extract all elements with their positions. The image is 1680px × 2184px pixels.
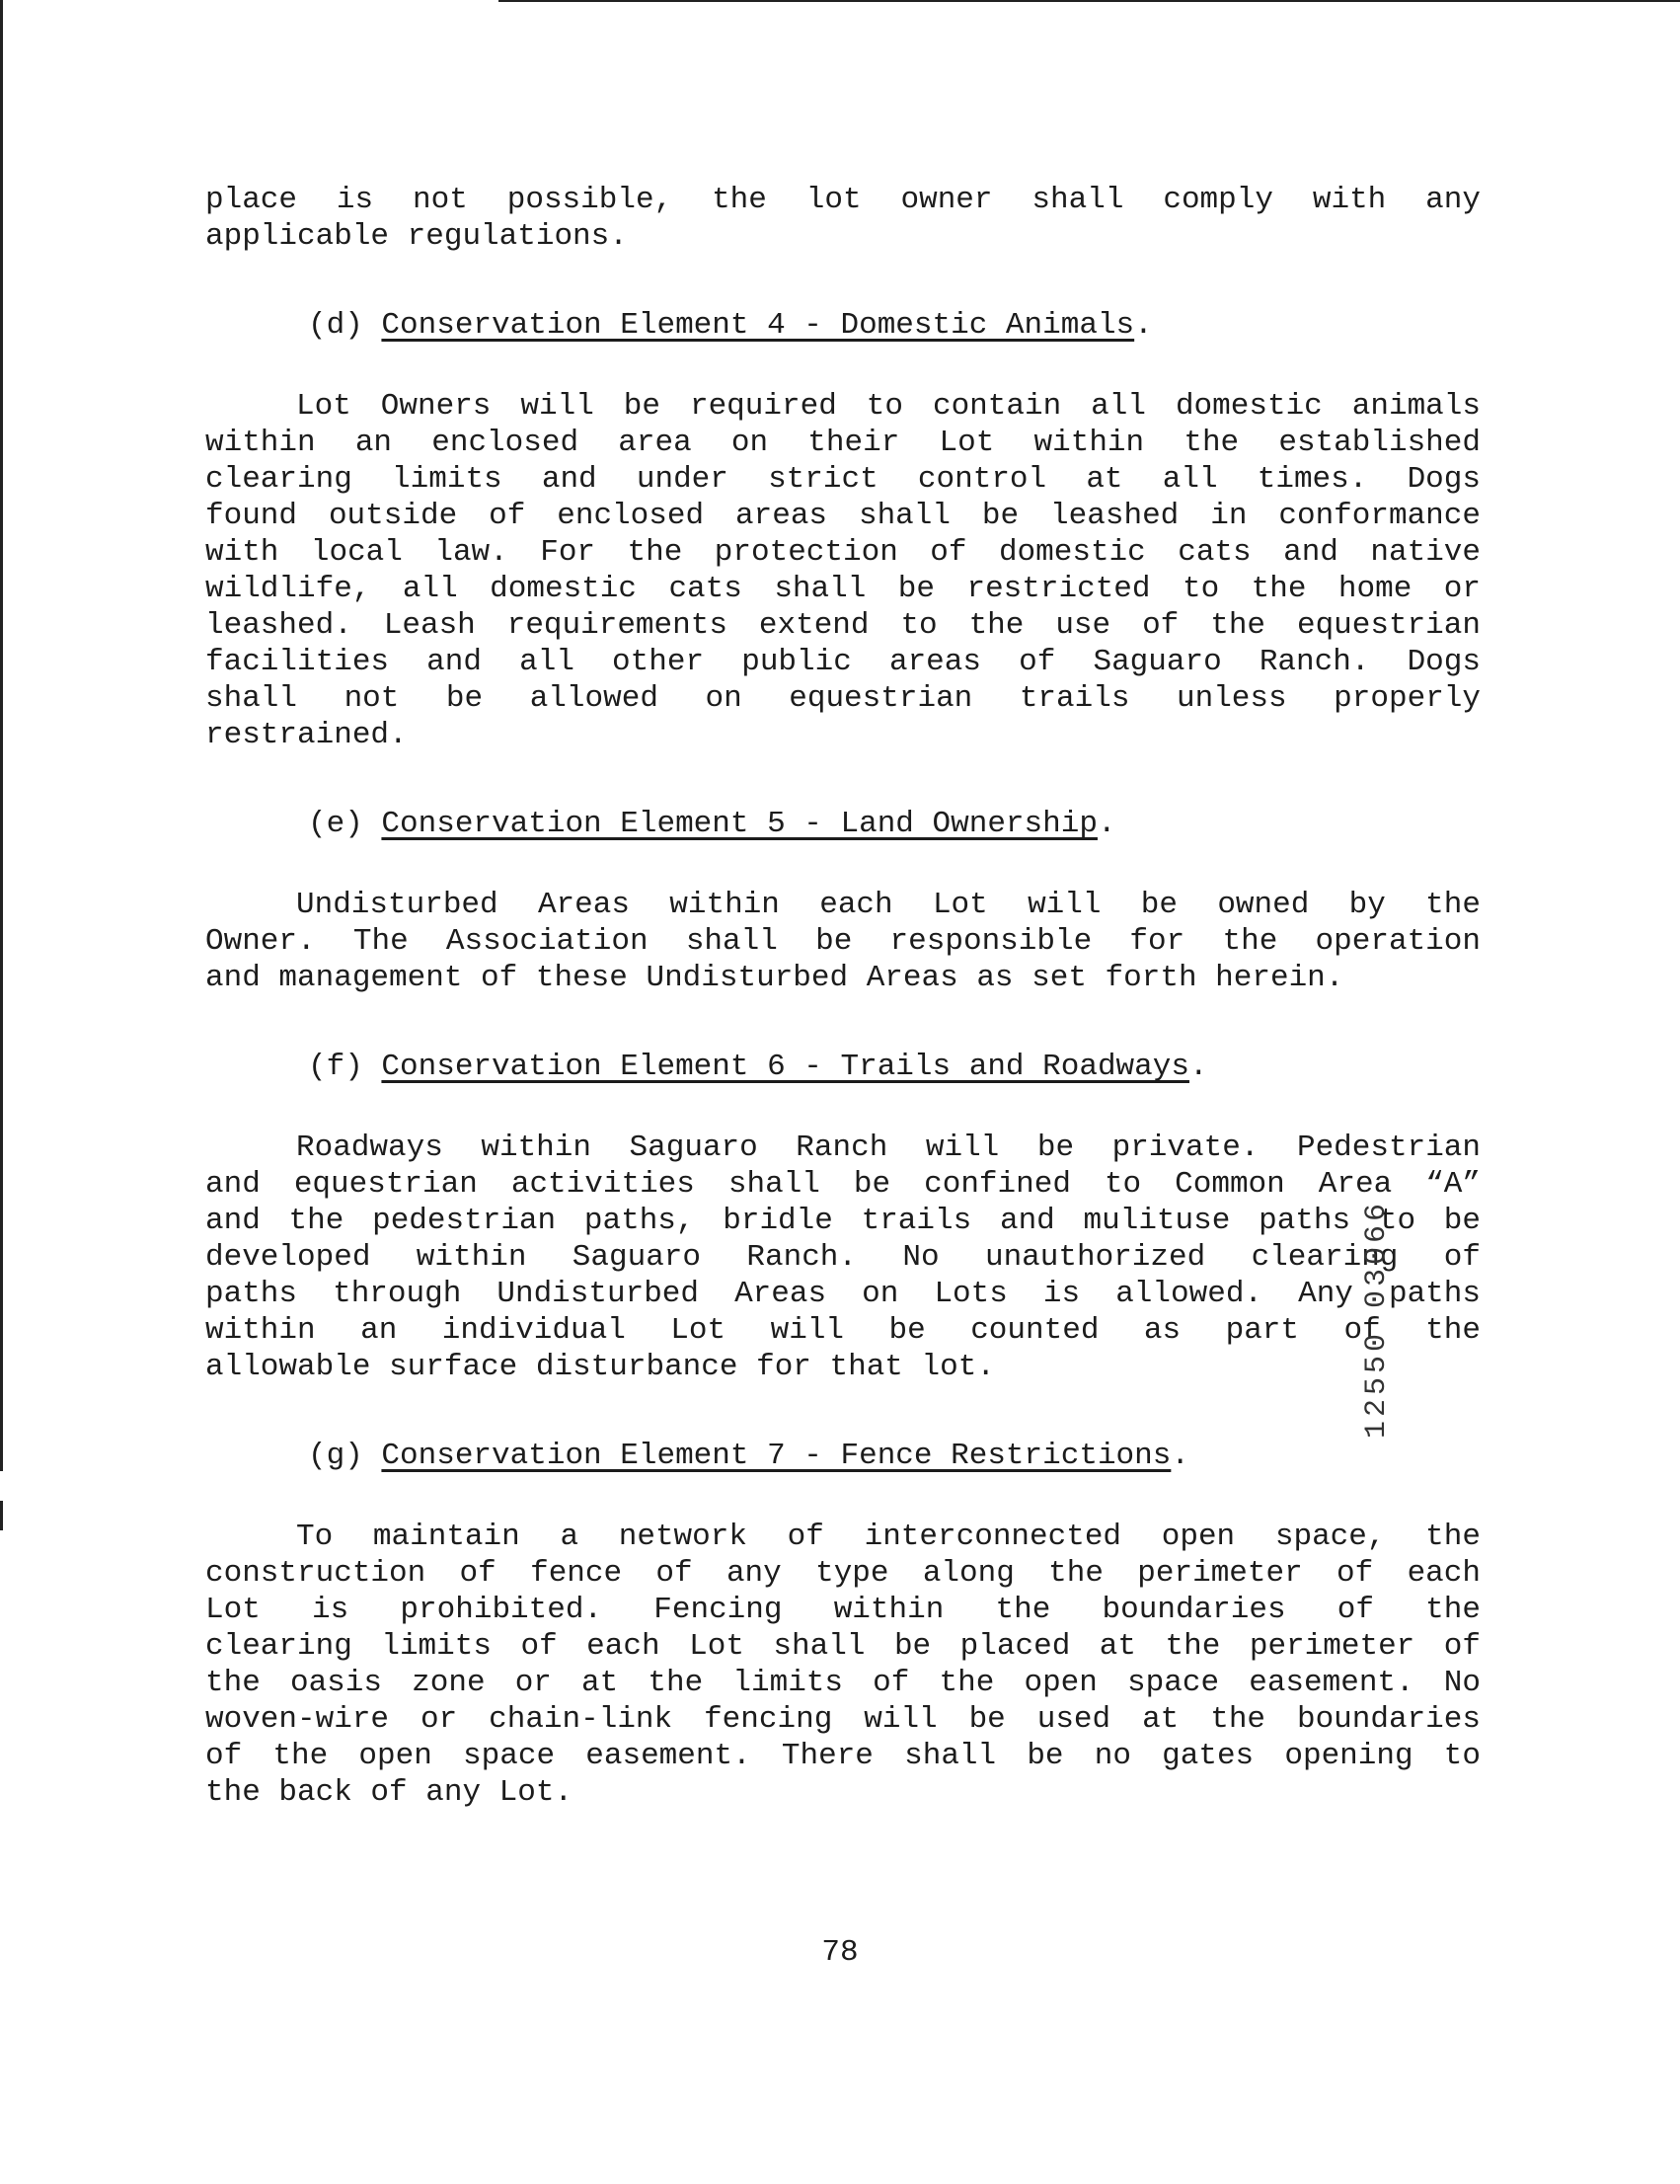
text-line: woven-wire or chain-link fencing will be used at the boundaries	[205, 1702, 1481, 1737]
text-line: To maintain a network of interconnected open space, the	[296, 1520, 1481, 1554]
text-line: clearing limits and under strict control at all times. Dogs	[205, 462, 1481, 497]
recording-stamp: 12550 03066	[1360, 1200, 1394, 1440]
heading-label: (e)	[308, 807, 363, 841]
heading-period: .	[1134, 308, 1153, 343]
text-line: the oasis zone or at the limits of the open space easement. No	[205, 1666, 1481, 1700]
fence-restrictions-paragraph	[205, 1519, 1481, 1811]
heading-label: (g)	[308, 1439, 363, 1473]
text-line: Lot Owners will be required to contain all domestic animals	[296, 389, 1481, 424]
text-line: construction of fence of any type along the perimeter of each	[205, 1556, 1481, 1591]
heading-title: Conservation Element 5 - Land Ownership	[381, 807, 1098, 841]
text-line: developed within Saguaro Ranch. No unauthorized clearing of	[205, 1240, 1481, 1275]
heading-title: Conservation Element 7 - Fence Restrictions	[381, 1439, 1172, 1473]
text-line: Roadways within Saguaro Ranch will be private. Pedestrian	[296, 1131, 1481, 1165]
page-number: 78	[821, 1935, 859, 1970]
text-line: and equestrian activities shall be confined to Common Area “A”	[205, 1167, 1481, 1202]
heading-label: (d)	[308, 308, 363, 343]
text-line: facilities and all other public areas of Saguaro Ranch. Dogs	[205, 645, 1481, 679]
section-heading-g	[205, 1438, 1481, 1474]
text-line: shall not be allowed on equestrian trails unless properly	[205, 681, 1481, 716]
text-line: Lot is prohibited. Fencing within the boundaries of the	[205, 1593, 1481, 1627]
text-line: restrained.	[205, 718, 408, 752]
text-line: found outside of enclosed areas shall be leashed in conformance	[205, 499, 1481, 533]
text-line: Undisturbed Areas within each Lot will be owned by the	[296, 888, 1481, 922]
heading-label: (f)	[308, 1050, 363, 1084]
text-line: clearing limits of each Lot shall be placed at the perimeter of	[205, 1629, 1481, 1664]
text-line: and management of these Undisturbed Areas as set forth herein.	[205, 961, 1344, 995]
text-line: applicable regulations.	[205, 219, 628, 254]
text-line: paths through Undisturbed Areas on Lots is allowed. Any paths	[205, 1277, 1481, 1311]
left-border-line	[0, 0, 3, 1471]
text-line: place is not possible, the lot owner shall comply with any	[205, 183, 1481, 217]
text-line: within an enclosed area on their Lot within the established	[205, 426, 1481, 460]
text-line: leashed. Leash requirements extend to the use of the equestrian	[205, 608, 1481, 643]
text-line: and the pedestrian paths, bridle trails and mulituse paths to be	[205, 1204, 1481, 1238]
text-line: of the open space easement. There shall be no gates opening to	[205, 1739, 1481, 1773]
text-line: with local law. For the protection of domestic cats and native	[205, 535, 1481, 570]
text-line: Owner. The Association shall be responsible for the operation	[205, 924, 1481, 959]
section-heading-f	[205, 1049, 1481, 1085]
text-line: wildlife, all domestic cats shall be restricted to the home or	[205, 572, 1481, 606]
text-line: the back of any Lot.	[205, 1775, 573, 1810]
text-line: allowable surface disturbance for that lot.	[205, 1350, 995, 1384]
top-border-line	[498, 0, 1680, 2]
domestic-animals-paragraph	[205, 388, 1481, 753]
heading-period: .	[1171, 1439, 1189, 1473]
trails-roadways-paragraph	[205, 1130, 1481, 1385]
heading-period: .	[1188, 1050, 1208, 1084]
section-heading-d	[205, 307, 1481, 344]
text-line: within an individual Lot will be counted as part of the	[205, 1313, 1481, 1348]
heading-title: Conservation Element 6 - Trails and Roadways	[381, 1050, 1189, 1084]
heading-period: .	[1097, 807, 1116, 841]
heading-title: Conservation Element 4 - Domestic Animals	[381, 308, 1135, 343]
document-page	[205, 182, 1481, 1811]
land-ownership-paragraph	[205, 887, 1481, 996]
intro-paragraph	[205, 182, 1481, 255]
section-heading-e	[205, 806, 1481, 842]
left-margin-mark	[0, 1501, 3, 1530]
